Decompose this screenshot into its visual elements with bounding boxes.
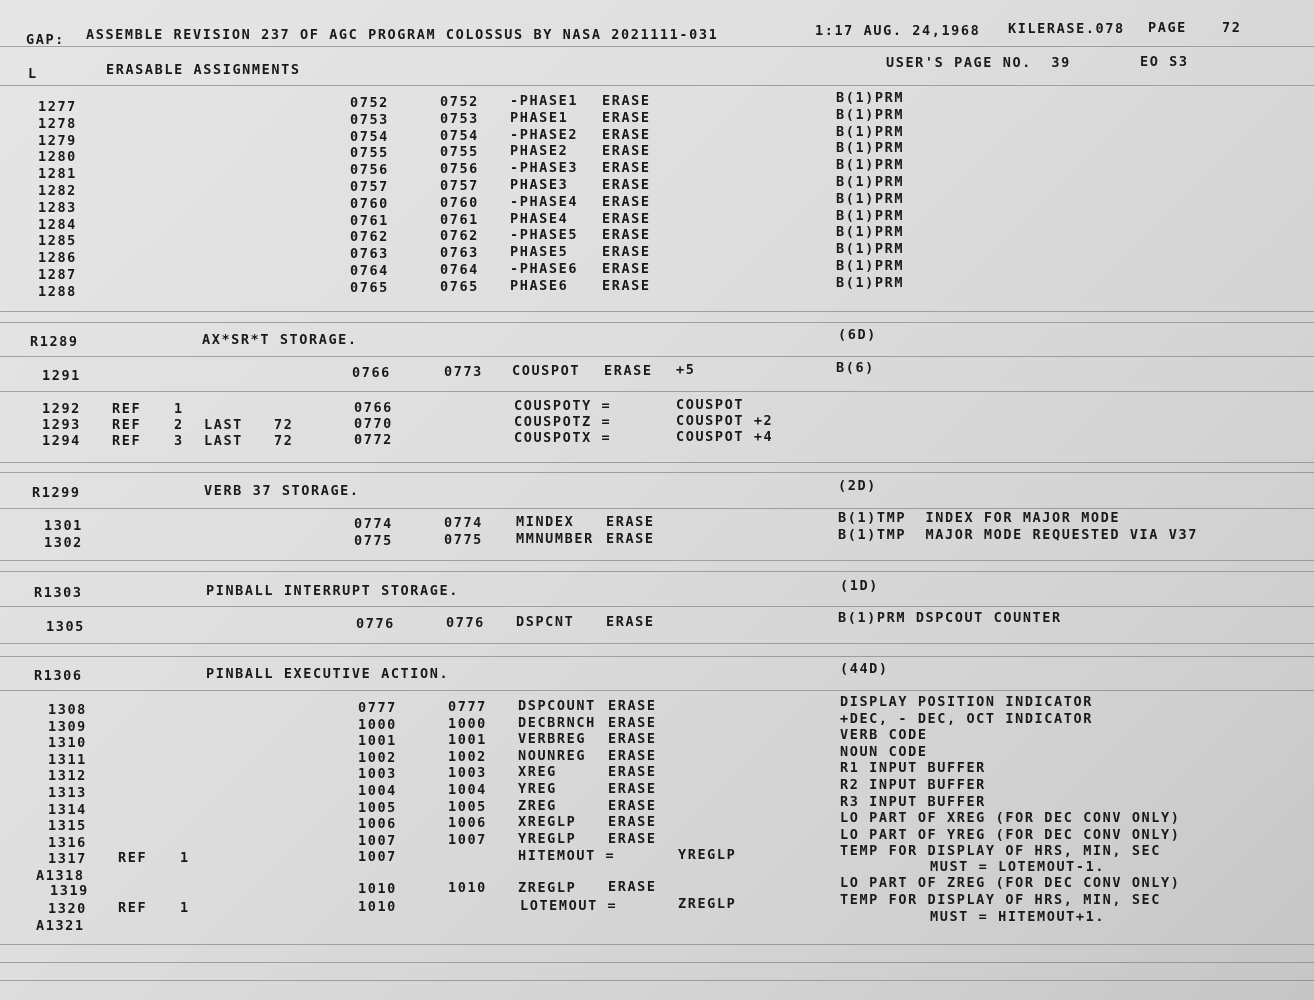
- comment: B(1)PRM: [836, 157, 905, 174]
- comment: NOUN CODE: [840, 743, 928, 760]
- comment: B(1)PRM: [836, 140, 905, 157]
- assembly-title: ASSEMBLE REVISION 237 OF AGC PROGRAM COLOSSUS BY NASA 2021111-031: [86, 27, 719, 43]
- comment: B(1)TMP MAJOR MODE REQUESTED VIA V37: [838, 526, 1198, 543]
- line-number: 1310: [48, 735, 87, 752]
- address: 0756: [350, 162, 389, 179]
- ref-keyword: REF: [112, 433, 142, 449]
- address-end: 0752: [440, 94, 479, 110]
- eo-code: EO S3: [1140, 54, 1189, 70]
- symbol-label: NOUNREG: [518, 747, 587, 764]
- comment: R3 INPUT BUFFER: [840, 793, 986, 810]
- section-line-number: R1306: [34, 668, 83, 684]
- ruled-line: [0, 462, 1314, 463]
- ref-count: 1: [174, 401, 184, 417]
- opcode: ERASE: [602, 193, 651, 210]
- address-end: 0776: [446, 615, 485, 631]
- line-number: 1279: [38, 132, 77, 149]
- address-end: 0763: [440, 245, 479, 262]
- symbol-label: -PHASE4: [510, 193, 579, 210]
- ref-keyword: REF: [112, 417, 142, 433]
- symbol-label: COUSPOTX =: [514, 430, 612, 446]
- opcode: ERASE: [602, 177, 651, 193]
- section-line-number: R1303: [34, 585, 83, 601]
- operand: +5: [676, 362, 696, 378]
- symbol-label: DSPCNT: [516, 614, 575, 630]
- address-end: 1002: [448, 748, 487, 765]
- comment: B(1)TMP INDEX FOR MAJOR MODE: [838, 510, 1121, 526]
- comment: B(6): [836, 360, 875, 376]
- address: 0752: [350, 95, 389, 111]
- ref-keyword: REF: [112, 401, 142, 417]
- opcode: ERASE: [608, 830, 657, 847]
- opcode: ERASE: [602, 227, 651, 244]
- opcode: ERASE: [602, 244, 651, 261]
- address-end: 0774: [444, 515, 483, 531]
- opcode: ERASE: [608, 797, 657, 814]
- address: 0762: [350, 229, 389, 246]
- l-marker: L: [28, 66, 38, 82]
- opcode: ERASE: [606, 514, 655, 530]
- comment-continuation: MUST = HITEMOUT+1.: [930, 909, 1106, 925]
- section-line-number: R1289: [30, 334, 79, 350]
- address: 0765: [350, 279, 389, 296]
- ref-keyword: REF: [118, 850, 148, 866]
- symbol-label: LOTEMOUT =: [520, 898, 618, 914]
- address: 1003: [358, 766, 397, 783]
- address-end: 0761: [440, 211, 479, 228]
- symbol-label: ZREGLP: [518, 880, 577, 896]
- symbol-label: PHASE3: [510, 177, 569, 193]
- equated-value: COUSPOT +4: [676, 429, 774, 445]
- opcode: ERASE: [608, 714, 657, 731]
- ruled-line: [0, 356, 1314, 357]
- section-line-number: R1299: [32, 485, 81, 501]
- address-end: 0757: [440, 178, 479, 194]
- line-number: 1311: [48, 751, 87, 768]
- comment: R2 INPUT BUFFER: [840, 777, 986, 793]
- address: 0772: [354, 432, 393, 448]
- address: 1010: [358, 881, 397, 897]
- comment: TEMP FOR DISPLAY OF HRS, MIN, SEC: [840, 843, 1162, 859]
- symbol-label: COUSPOT: [512, 363, 581, 379]
- opcode: ERASE: [602, 143, 651, 160]
- symbol-label: HITEMOUT =: [518, 848, 616, 864]
- opcode: ERASE: [602, 261, 651, 277]
- line-number: 1293: [42, 417, 81, 433]
- line-number: 1314: [48, 801, 87, 818]
- last-keyword: LAST: [204, 417, 243, 433]
- comment: LO PART OF XREG (FOR DEC CONV ONLY): [840, 810, 1181, 827]
- address: 1001: [358, 733, 397, 750]
- address: 0777: [358, 700, 397, 716]
- symbol-label: DECBRNCH: [518, 714, 596, 731]
- equated-value: YREGLP: [678, 847, 737, 863]
- opcode: ERASE: [602, 93, 651, 109]
- address: 0770: [354, 416, 393, 432]
- ruled-line: [0, 980, 1314, 981]
- comment: B(1)PRM: [836, 241, 905, 258]
- address: 0763: [350, 246, 389, 263]
- gap-label: GAP:: [26, 32, 65, 48]
- address-end: 0754: [440, 127, 479, 144]
- opcode: ERASE: [608, 731, 657, 748]
- comment: B(1)PRM: [836, 224, 905, 241]
- address: 1007: [358, 832, 397, 849]
- section-count: (1D): [840, 578, 879, 594]
- ruled-line: [0, 571, 1314, 572]
- equated-value: COUSPOT: [676, 397, 745, 413]
- address: 1000: [358, 716, 397, 733]
- comment: B(1)PRM: [836, 258, 905, 274]
- line-number: 1292: [42, 401, 81, 417]
- address: 0775: [354, 532, 393, 549]
- line-number: 1316: [48, 834, 87, 851]
- comment: B(1)PRM: [836, 123, 905, 140]
- opcode: ERASE: [608, 764, 657, 781]
- opcode: ERASE: [606, 614, 655, 630]
- address-end: 0756: [440, 161, 479, 178]
- symbol-label: -PHASE6: [510, 261, 579, 277]
- symbol-label: XREG: [518, 764, 557, 781]
- address-end: 0777: [448, 699, 487, 715]
- ruled-line: [0, 46, 1314, 47]
- comment: +DEC, - DEC, OCT INDICATOR: [840, 710, 1093, 727]
- address-end: 0753: [440, 110, 479, 127]
- opcode: ERASE: [602, 160, 651, 177]
- section-title: VERB 37 STORAGE.: [204, 483, 360, 499]
- address: 1005: [358, 799, 397, 816]
- address: 0764: [350, 263, 389, 279]
- symbol-label: MINDEX: [516, 514, 575, 530]
- address: 0776: [356, 616, 395, 632]
- symbol-label: ZREG: [518, 797, 557, 814]
- symbol-label: -PHASE2: [510, 126, 579, 143]
- comment: TEMP FOR DISPLAY OF HRS, MIN, SEC: [840, 892, 1162, 908]
- symbol-label: -PHASE5: [510, 227, 579, 244]
- address: 0761: [350, 212, 389, 229]
- line-number: 1301: [44, 518, 83, 534]
- comment: B(1)PRM: [836, 190, 905, 207]
- opcode: ERASE: [608, 781, 657, 797]
- line-number: 1317: [48, 851, 87, 867]
- line-number: 1312: [48, 768, 87, 785]
- ruled-line: [0, 606, 1314, 607]
- address: 0760: [350, 195, 389, 212]
- address-end: 0775: [444, 531, 483, 548]
- opcode: ERASE: [602, 126, 651, 143]
- address-end: 0764: [440, 262, 479, 278]
- symbol-label: -PHASE3: [510, 160, 579, 177]
- symbol-label: COUSPOTY =: [514, 398, 612, 414]
- comment-continuation: MUST = LOTEMOUT-1.: [930, 859, 1106, 875]
- ruled-line: [0, 508, 1314, 509]
- page-label: PAGE: [1148, 20, 1187, 36]
- address: 1010: [358, 899, 397, 915]
- ruled-line: [0, 962, 1314, 963]
- opcode: ERASE: [608, 698, 657, 714]
- symbol-label: YREG: [518, 781, 557, 797]
- line-number: A1321: [36, 918, 85, 934]
- opcode: ERASE: [606, 530, 655, 547]
- symbol-label: XREGLP: [518, 814, 577, 831]
- address: 1004: [358, 783, 397, 799]
- ruled-line: [0, 391, 1314, 392]
- opcode: ERASE: [602, 210, 651, 227]
- ref-count: 1: [180, 850, 190, 866]
- address: 0753: [350, 111, 389, 128]
- address: 0774: [354, 516, 393, 532]
- line-number: 1278: [38, 115, 77, 132]
- line-number: 1309: [48, 718, 87, 735]
- section-count: (44D): [840, 661, 889, 677]
- section-title: PINBALL INTERRUPT STORAGE.: [206, 583, 459, 599]
- ruled-line: [0, 311, 1314, 312]
- line-number: 1284: [38, 216, 77, 233]
- address-end: 0773: [444, 364, 483, 380]
- ruled-line: [0, 85, 1314, 86]
- symbol-label: -PHASE1: [510, 93, 579, 109]
- address: 1006: [358, 816, 397, 833]
- address-end: 1005: [448, 798, 487, 815]
- symbol-label: VERBREG: [518, 731, 587, 748]
- line-number: 1305: [46, 619, 85, 635]
- address: 0766: [352, 365, 391, 381]
- address-end: 1007: [448, 831, 487, 848]
- comment: VERB CODE: [840, 727, 928, 744]
- ref-count: 1: [180, 900, 190, 916]
- users-page-number: USER'S PAGE NO. 39: [886, 55, 1071, 71]
- symbol-label: MMNUMBER: [516, 530, 594, 547]
- address-end: 1006: [448, 815, 487, 832]
- address: 0755: [350, 145, 389, 162]
- line-number: 1294: [42, 433, 81, 449]
- symbol-label: PHASE6: [510, 277, 569, 294]
- line-number: A1318: [36, 868, 85, 884]
- assembly-datetime: 1:17 AUG. 24,1968: [815, 23, 981, 39]
- ref-count: 2: [174, 417, 184, 433]
- comment: B(1)PRM: [836, 207, 905, 224]
- address-end: 1003: [448, 765, 487, 782]
- ruled-line: [0, 690, 1314, 691]
- ref-keyword: REF: [118, 900, 148, 916]
- comment: LO PART OF YREG (FOR DEC CONV ONLY): [840, 826, 1181, 843]
- symbol-label: COUSPOTZ =: [514, 414, 612, 430]
- line-number: 1280: [38, 149, 77, 166]
- line-number: 1282: [38, 183, 77, 199]
- ref-count: 3: [174, 433, 184, 449]
- comment: B(1)PRM: [836, 90, 905, 106]
- address-end: 0765: [440, 278, 479, 295]
- comment: R1 INPUT BUFFER: [840, 760, 986, 777]
- symbol-label: PHASE2: [510, 143, 569, 160]
- section-title: PINBALL EXECUTIVE ACTION.: [206, 666, 450, 682]
- opcode: ERASE: [602, 109, 651, 126]
- address: 1002: [358, 749, 397, 766]
- ruled-line: [0, 560, 1314, 561]
- symbol-label: PHASE4: [510, 210, 569, 227]
- line-number: 1308: [48, 702, 87, 718]
- comment: B(1)PRM DSPCOUT COUNTER: [838, 610, 1062, 626]
- symbol-label: PHASE1: [510, 109, 569, 126]
- address: 0754: [350, 128, 389, 145]
- ruled-line: [0, 944, 1314, 945]
- ruled-line: [0, 643, 1314, 644]
- section-heading: ERASABLE ASSIGNMENTS: [106, 62, 301, 78]
- symbol-label: PHASE5: [510, 244, 569, 261]
- address: 0766: [354, 400, 393, 416]
- file-name: KILERASE.078: [1008, 21, 1125, 37]
- address-end: 1010: [448, 880, 487, 896]
- line-number: 1277: [38, 99, 77, 115]
- line-number: 1285: [38, 233, 77, 250]
- line-number: 1281: [38, 166, 77, 183]
- line-number: 1319: [50, 883, 89, 899]
- equated-value: COUSPOT +2: [676, 413, 774, 429]
- address-end: 0755: [440, 144, 479, 161]
- line-number: 1291: [42, 368, 81, 384]
- opcode: ERASE: [608, 747, 657, 764]
- address: 1007: [358, 849, 397, 865]
- line-number: 1283: [38, 199, 77, 216]
- address-end: 1001: [448, 732, 487, 749]
- opcode: ERASE: [608, 814, 657, 831]
- comment: B(1)PRM: [836, 274, 905, 291]
- address-end: 1004: [448, 782, 487, 798]
- address-end: 1000: [448, 715, 487, 732]
- line-number: 1288: [38, 283, 77, 300]
- comment: B(1)PRM: [836, 174, 905, 190]
- equated-value: ZREGLP: [678, 896, 737, 912]
- line-number: 1320: [48, 901, 87, 917]
- address-end: 0760: [440, 194, 479, 211]
- line-number: 1287: [38, 267, 77, 283]
- section-count: (6D): [838, 327, 877, 343]
- last-keyword: LAST: [204, 433, 243, 449]
- address-end: 0762: [440, 228, 479, 245]
- ruled-line: [0, 472, 1314, 473]
- opcode: ERASE: [608, 879, 657, 895]
- comment: B(1)PRM: [836, 106, 905, 123]
- line-number: 1315: [48, 818, 87, 835]
- line-number: 1302: [44, 534, 83, 551]
- page-number: 72: [1222, 20, 1242, 36]
- section-count: (2D): [838, 478, 877, 494]
- last-page: 72: [274, 433, 294, 449]
- line-number: 1286: [38, 250, 77, 267]
- line-number: 1313: [48, 785, 87, 801]
- section-title: AX*SR*T STORAGE.: [202, 332, 358, 348]
- comment: LO PART OF ZREG (FOR DEC CONV ONLY): [840, 875, 1181, 891]
- opcode: ERASE: [602, 277, 651, 294]
- ruled-line: [0, 322, 1314, 323]
- symbol-label: DSPCOUNT: [518, 698, 596, 714]
- ruled-line: [0, 656, 1314, 657]
- comment: DISPLAY POSITION INDICATOR: [840, 694, 1093, 710]
- address: 0757: [350, 179, 389, 195]
- opcode: ERASE: [604, 363, 653, 379]
- last-page: 72: [274, 417, 294, 433]
- symbol-label: YREGLP: [518, 830, 577, 847]
